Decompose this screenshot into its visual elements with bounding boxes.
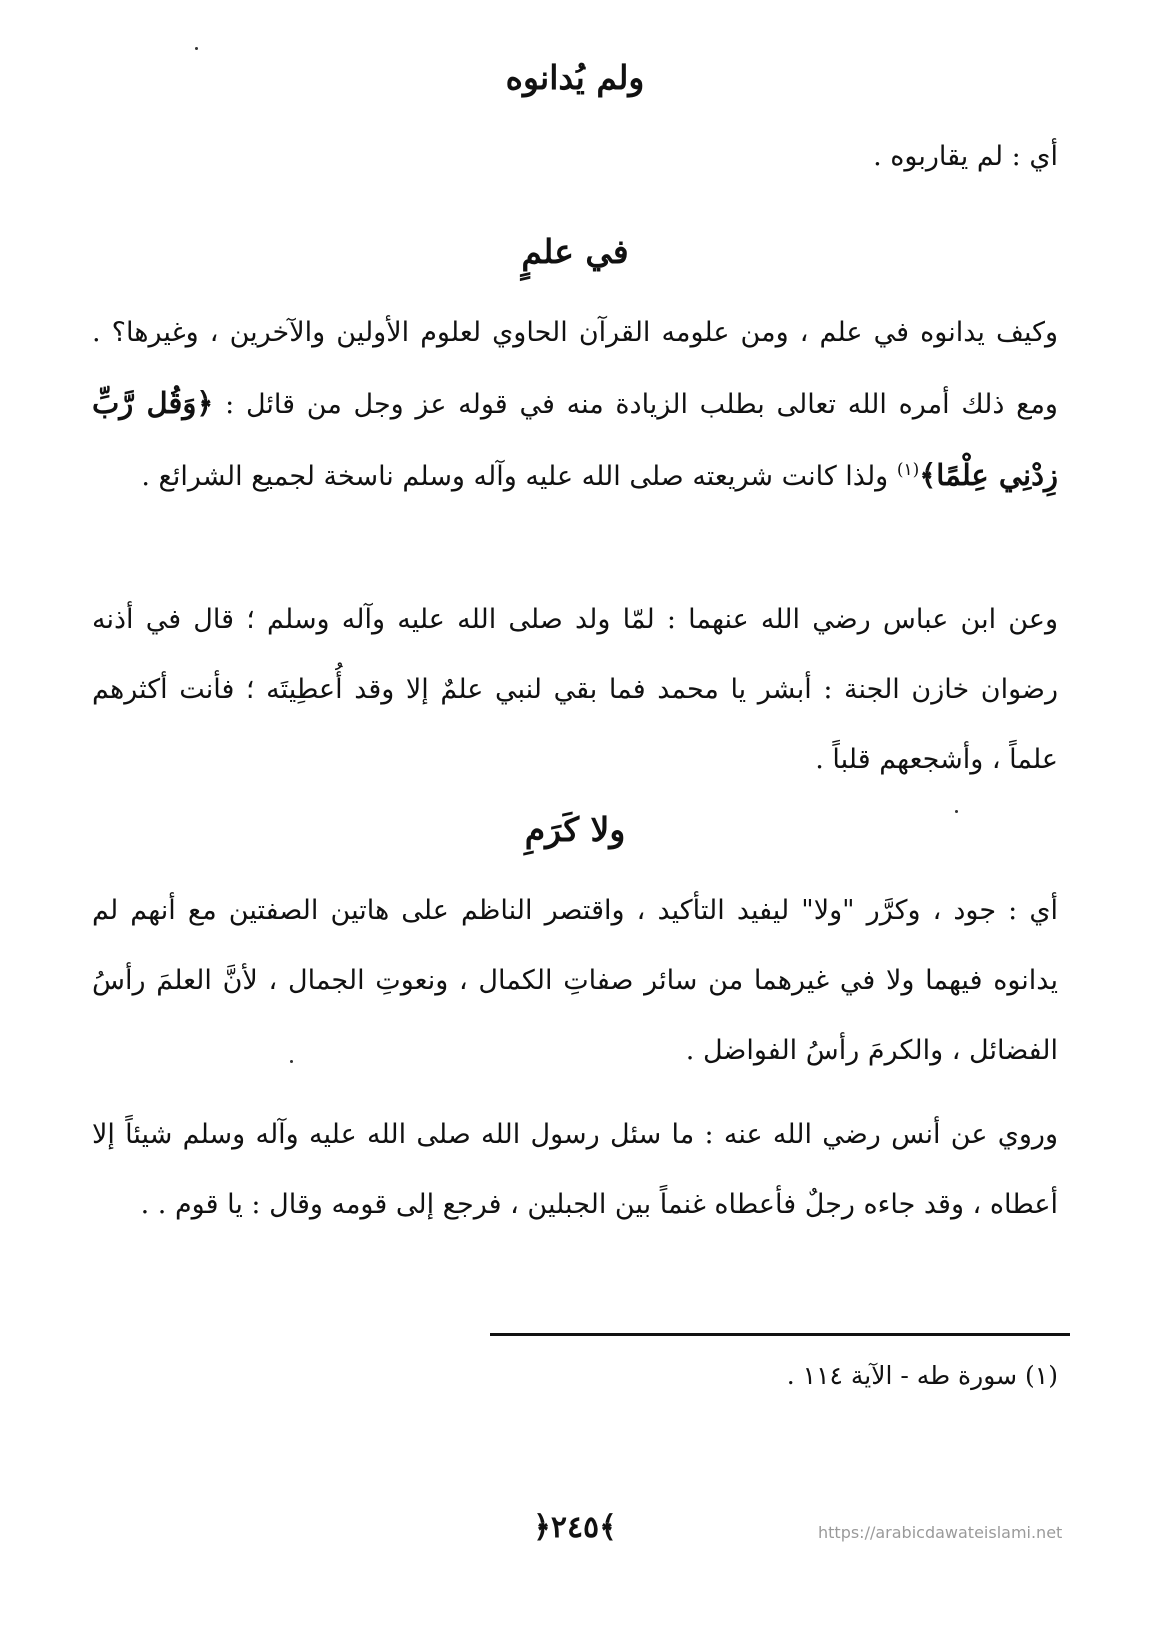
section-heading: في علمٍ <box>521 232 629 271</box>
scan-speck <box>195 47 198 50</box>
paragraph <box>92 298 1058 512</box>
section-heading: ولم يُدانوه <box>505 58 645 97</box>
paragraph: وعن ابن عباس رضي الله عنهما : لمّا ولد صلى الله عليه وآله وسلم ؛ قال في أذنه رضوان خازن الجنة : أبشر يا محمد فما بقي لنبي علمٌ إلا وقد أُعطِيتَه ؛ فأنت أكثرهم علماً ، وأشجعهم قلباً . <box>92 604 1058 775</box>
paragraph: أي : جود ، وكرَّر "ولا" ليفيد التأكيد ، واقتصر الناظم على هاتين الصفتين مع أنهم لم يدانوه فيهما ولا في غيرهما من سائر صفاتِ الكمال ، ونعوتِ الجمال ، لأنَّ العلمَ رأسُ الفضائل ، والكرمَ رأسُ الفواضل . <box>92 895 1058 1066</box>
paragraph-text: ولذا كانت شريعته صلى الله عليه وآله وسلم ناسخة لجميع الشرائع . <box>141 461 889 492</box>
source-watermark: https://arabicdawateislami.net <box>818 1523 1063 1542</box>
paragraph: أي : لم يقاربوه . <box>873 141 1058 172</box>
paragraph: وروي عن أنس رضي الله عنه : ما سئل رسول الله صلى الله عليه وآله وسلم شيئاً إلا أعطاه ، وقد جاءه رجلٌ فأعطاه غنماً بين الجبلين ، فرجع إلى قومه وقال : يا قوم . . <box>92 1119 1058 1220</box>
footnote-divider <box>490 1333 1070 1336</box>
section-heading: ولا كَرَمِ <box>524 810 626 849</box>
paragraph-text: وكيف يدانوه في علم ، ومن علومه القرآن الحاوي لعلوم الأولين والآخرين ، وغيرها؟ . ومع ذلك أمره الله تعالى بطلب الزيادة منه في قوله عز وجل من قائل : <box>92 317 1058 420</box>
page-number: ﴿٢٤٥﴾ <box>533 1510 617 1545</box>
quran-verse: ﴿وَقُل رَّبِّ زِدْنِي عِلْمًا﴾ <box>92 386 1058 492</box>
footnote: (١) سورة طه - الآية ١١٤ . <box>786 1361 1058 1390</box>
footnote-reference: (١) <box>896 460 920 480</box>
